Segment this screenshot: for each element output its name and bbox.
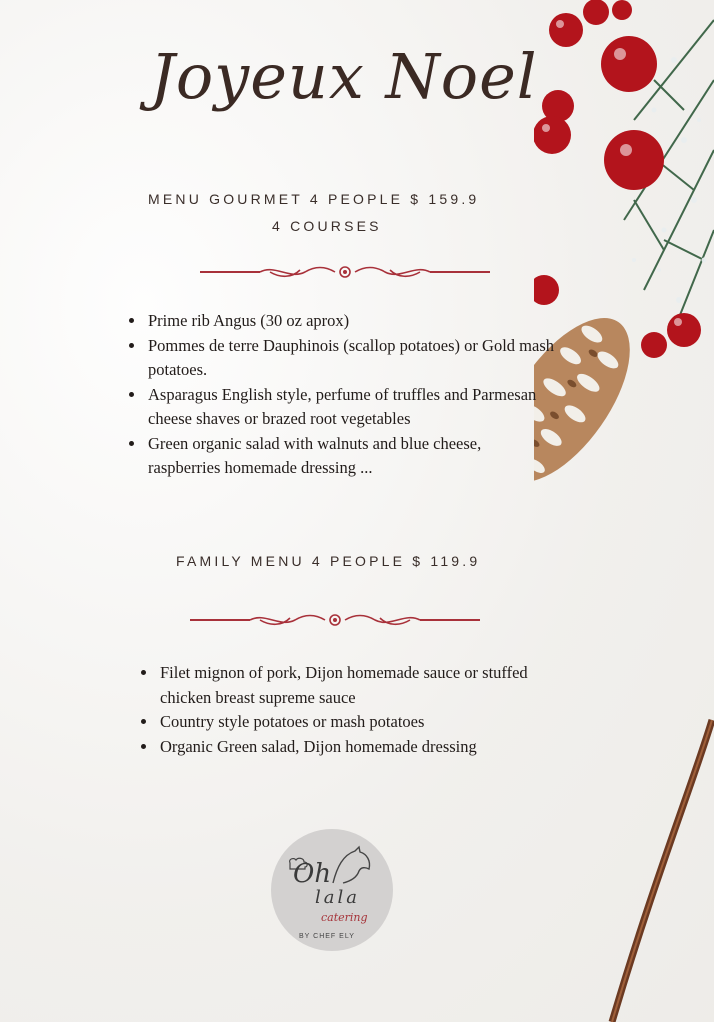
- ornamental-divider: [190, 610, 480, 630]
- horse-icon: [329, 845, 375, 885]
- logo-catering: catering: [321, 911, 368, 924]
- list-item: • Organic Green salad, Dijon homemade dressing: [158, 735, 558, 760]
- list-item: • Pommes de terre Dauphinois (scallop potatoes) or Gold mash potatoes.: [146, 334, 556, 383]
- logo-oh: Oh: [293, 859, 332, 889]
- gourmet-heading: MENU GOURMET 4 PEOPLE $ 159.9: [148, 191, 480, 207]
- family-heading: FAMILY MENU 4 PEOPLE $ 119.9: [176, 553, 481, 569]
- list-item: • Country style potatoes or mash potatoes: [158, 710, 558, 735]
- holiday-branch-decoration: [534, 0, 714, 1022]
- gourmet-items-list: [122, 309, 556, 481]
- list-item: • Filet mignon of pork, Dijon homemade sauce or stuffed chicken breast supreme sauce: [158, 661, 558, 710]
- logo-byline: BY CHEF ELY: [299, 933, 355, 940]
- list-item: • Asparagus English style, perfume of truffles and Parmesan cheese shaves or brazed root vegetables: [146, 383, 556, 432]
- ornamental-divider: [200, 262, 490, 282]
- logo-lala: lala: [315, 887, 360, 908]
- gourmet-courses: 4 COURSES: [272, 218, 382, 234]
- caterer-logo: [271, 829, 393, 951]
- list-item: • Prime rib Angus (30 oz aprox): [146, 309, 556, 334]
- list-item: • Green organic salad with walnuts and blue cheese, raspberries homemade dressing ...: [146, 432, 556, 481]
- family-items-list: [134, 661, 558, 759]
- menu-title: Joyeux Noel: [150, 40, 538, 113]
